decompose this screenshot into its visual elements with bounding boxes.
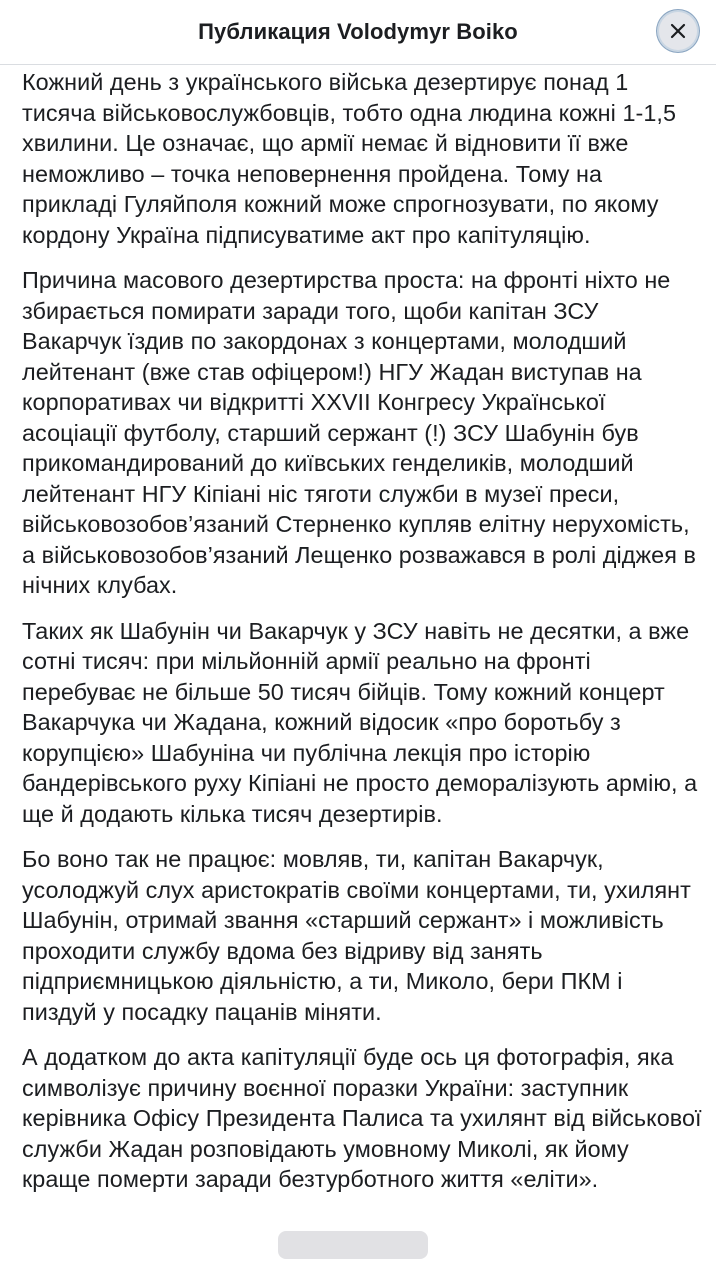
post-body bbox=[22, 67, 702, 1210]
post-paragraph: Бо воно так не працює: мовляв, ти, капітан Вакарчук, усолоджуй слух аристократів своїми концертами, ти, ухилянт Шабунін, отримай звання «старший сержант» і можливість проходити службу вдома без відриву від занять підприємницькою діяльністю, а ти, Миколо, бери ПКМ і пиздуй у посадку пацанів міняти. bbox=[22, 846, 691, 1025]
close-icon bbox=[670, 23, 686, 39]
close-button[interactable] bbox=[659, 12, 697, 50]
post-paragraph: Таких як Шабунін чи Вакарчук у ЗСУ навіть не десятки, а вже сотні тисяч: при мільйонній армії реально на фронті перебуває не більше 50 тисяч бійців. Тому кожний концерт Вакарчука чи Жадана, кожний відосик «про боротьбу з корупцією» Шабуніна чи публічна лекція про історію бандерівського руху Кіпіані не просто деморалізують армію, а ще й додають кілька тисяч дезертирів. bbox=[22, 617, 698, 827]
post-paragraph: Кожний день з українського війська дезертирує понад 1 тисяча військовослужбовців, тобто одна людина кожні 1-1,5 хвилини. Це означає, що армії немає й відновити її вже неможливо – точка неповернення пройдена. Тому на прикладі Гуляйполя кожний може спрогнозувати, по якому кордону Україна підписуватиме акт про капітуляцію. bbox=[22, 69, 677, 248]
dialog-title: Публикация Volodymyr Boiko bbox=[198, 19, 518, 44]
post-paragraph: А додатком до акта капітуляції буде ось ця фотографія, яка символізує причину воєнної поразки України: заступник керівника Офісу Президента Палиса та ухилянт від військової служби Жадан розповідають умовному Миколі, як йому краще померти заради безтурботного життя «еліти». bbox=[22, 1044, 702, 1192]
post-paragraph: Причина масового дезертирства проста: на фронті ніхто не збирається помирати заради того, щоби капітан ЗСУ Вакарчук їздив по закордонах з концертами, молодший лейтенант (вже став офіцером!) НГУ Жадан виступав на корпоративах чи відкритті XXVII Конгресу Української асоціації футболу, старший сержант (!) ЗСУ Шабунін був прикомандирований до київських генделиків, молодший лейтенант НГУ Кіпіані ніс тяготи служби в музеї преси, військовозобов’язаний Стерненко купляв елітну нерухомість, а військовозобов’язаний Лещенко розважався в ролі діджея в нічних клубах. bbox=[22, 267, 696, 598]
dialog-header bbox=[0, 0, 716, 65]
watermark bbox=[278, 1231, 428, 1259]
